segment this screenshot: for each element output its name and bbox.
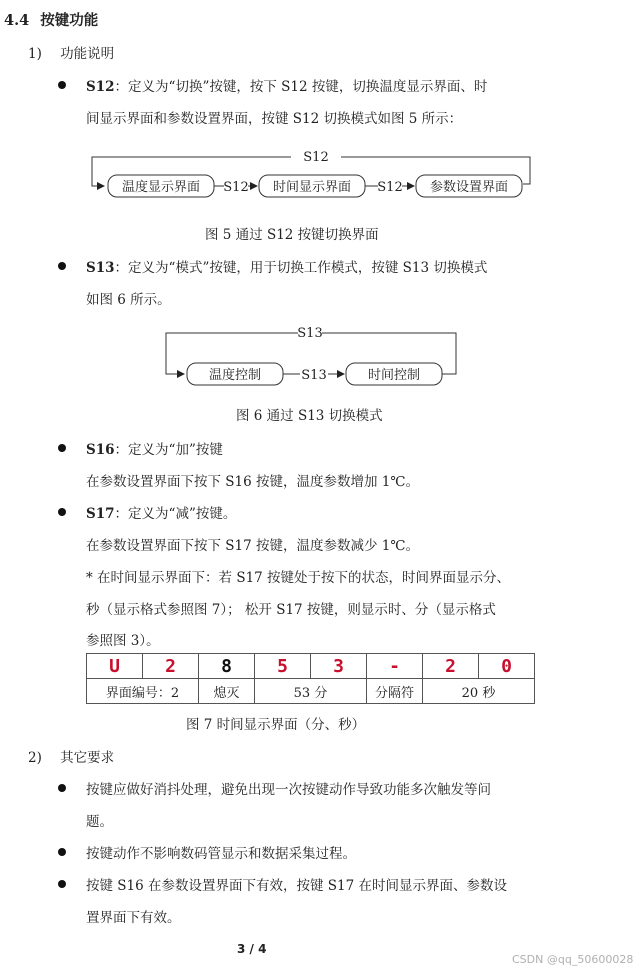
- bullet-icon: [58, 848, 66, 856]
- label-cell-separator: 分隔符: [367, 679, 423, 704]
- watermark: CSDN @qq_50600028: [512, 953, 633, 966]
- diagram-5: [88, 148, 538, 204]
- s16-line: [86, 438, 223, 458]
- item-2-title: 其它要求: [60, 750, 115, 766]
- s17-note-1: * 在时间显示界面下：若 S17 按键处于按下的状态，时间界面显示分、: [86, 570, 511, 586]
- arrow-label-2: S12: [377, 180, 403, 195]
- box-temp-control-label: 温度控制: [208, 368, 262, 383]
- section-title: 按键功能: [40, 12, 99, 29]
- s17-note-2: 秒（显示格式参照图 7）； 松开 S17 按键，则显示时、分（显示格式: [86, 602, 496, 618]
- req-2-line-1: 按键动作不影响数码管显示和数据采集过程。: [86, 846, 356, 862]
- digit-cell: U: [87, 654, 143, 679]
- section-number: 4.4: [4, 12, 30, 29]
- digit-cell: 2: [143, 654, 199, 679]
- req-1-line-2: 题。: [86, 814, 113, 830]
- bullet-icon: [58, 81, 66, 89]
- s12-key: S12: [86, 79, 115, 95]
- label-cell-seconds: 20 秒: [423, 679, 535, 704]
- item-2-number: 2): [28, 750, 42, 766]
- req-1-line-1: 按键应做好消抖处理，避免出现一次按键动作导致功能多次触发等问: [86, 782, 491, 798]
- s17-line: [86, 502, 236, 522]
- label-cell-off: 熄灭: [199, 679, 255, 704]
- box-param-setting-label: 参数设置界面: [429, 180, 509, 195]
- diagram-6: [160, 322, 460, 388]
- s16-text: ：定义为“加”按键: [114, 442, 223, 458]
- req-3-line-1: 按键 S16 在参数设置界面下有效，按键 S17 在时间显示界面、参数设: [86, 878, 508, 894]
- s13-line-1: [86, 256, 487, 276]
- digit-row: [87, 654, 535, 679]
- s13-key: S13: [86, 260, 115, 276]
- bullet-icon: [58, 784, 66, 792]
- page-number: 3 / 4: [237, 942, 267, 956]
- item-1-title: 功能说明: [60, 46, 115, 62]
- box-time-control-label: 时间控制: [367, 368, 421, 383]
- item-1-number: 1): [28, 46, 42, 62]
- s12-text-1: ：定义为“切换”按键，按下 S12 按键，切换温度显示界面、时: [114, 79, 488, 95]
- s17-desc: 在参数设置界面下按下 S17 按键，温度参数减少 1℃。: [86, 538, 419, 554]
- bullet-icon: [58, 508, 66, 516]
- time-display-table: [86, 653, 535, 704]
- item-2-heading: [28, 746, 114, 766]
- s17-note-3: 参照图 3）。: [86, 633, 160, 649]
- bullet-icon: [58, 880, 66, 888]
- s16-key: S16: [86, 442, 115, 458]
- bullet-icon: [58, 444, 66, 452]
- loop-label-s13: S13: [297, 326, 323, 341]
- loop-label-s12: S12: [303, 150, 329, 165]
- s17-text: ：定义为“减”按键。: [114, 506, 237, 522]
- s16-desc: 在参数设置界面下按下 S16 按键，温度参数增加 1℃。: [86, 474, 419, 490]
- arrow-label-1: S12: [223, 180, 249, 195]
- figure-7-caption: 图 7 时间显示界面（分、秒）: [186, 717, 366, 733]
- box-temp-display-label: 温度显示界面: [121, 180, 201, 195]
- bullet-icon: [58, 262, 66, 270]
- arrow-label-s13: S13: [301, 368, 327, 383]
- item-1-heading: [28, 42, 114, 62]
- figure-6-caption: 图 6 通过 S13 切换模式: [236, 408, 383, 424]
- s13-line-2: 如图 6 所示。: [86, 292, 171, 308]
- label-row: [87, 679, 535, 704]
- digit-cell: 8: [199, 654, 255, 679]
- digit-cell: 0: [479, 654, 535, 679]
- label-cell-screen-id: 界面编号：2: [87, 679, 199, 704]
- s12-line-1: [86, 75, 487, 95]
- s17-key: S17: [86, 506, 115, 522]
- digit-cell: 3: [311, 654, 367, 679]
- label-cell-minutes: 53 分: [255, 679, 367, 704]
- box-time-display-label: 时间显示界面: [272, 180, 352, 195]
- digit-cell: -: [367, 654, 423, 679]
- figure-5-caption: 图 5 通过 S12 按键切换界面: [205, 227, 379, 243]
- digit-cell: 2: [423, 654, 479, 679]
- s13-text-1: ：定义为“模式”按键，用于切换工作模式，按键 S13 切换模式: [114, 260, 488, 276]
- s12-line-2: 间显示界面和参数设置界面，按键 S12 切换模式如图 5 所示：: [86, 111, 463, 127]
- req-3-line-2: 置界面下有效。: [86, 910, 181, 926]
- digit-cell: 5: [255, 654, 311, 679]
- section-heading: [4, 9, 98, 30]
